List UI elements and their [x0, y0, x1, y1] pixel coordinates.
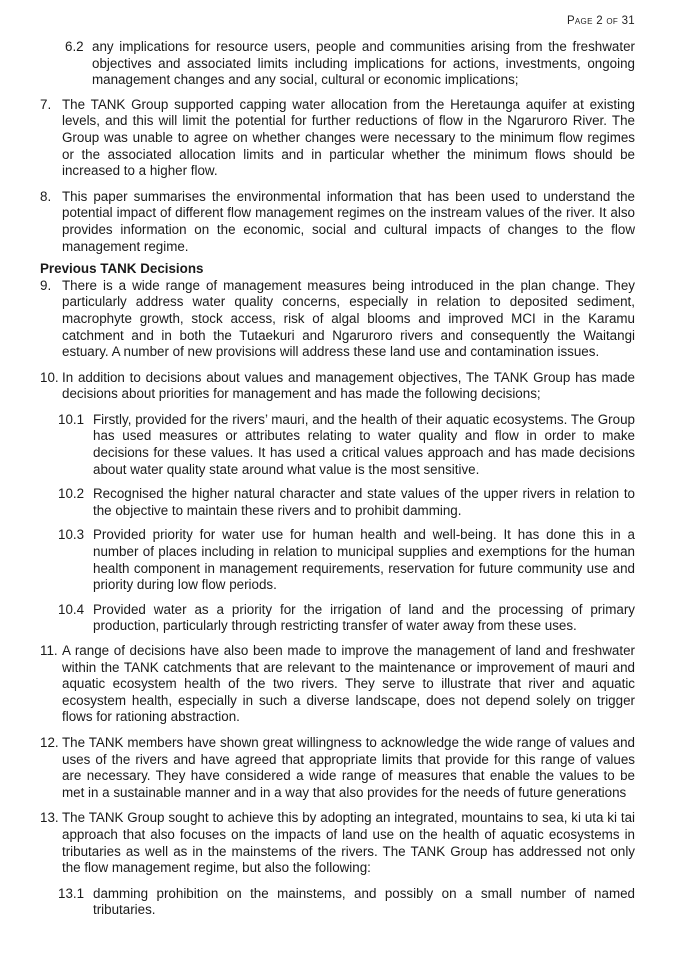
paragraph-text: any implications for resource users, people and communities arising from the freshwater objectives and associated limits including implications for actions, investments, ongoing management changes and any social, cultural or economic implications;: [92, 39, 635, 88]
paragraph-number: 8.: [40, 188, 52, 204]
paragraph-9: [40, 278, 635, 361]
paragraph-13-1: [58, 886, 635, 919]
paragraph-10-4: [58, 602, 635, 635]
paragraph-10-3: [58, 527, 635, 593]
paragraph-12: [40, 735, 635, 801]
paragraph-11: [40, 643, 635, 726]
paragraph-13: [40, 810, 635, 876]
paragraph-number: 10.3: [58, 527, 85, 543]
paragraph-8: [40, 189, 635, 255]
paragraph-number: 13.1: [58, 885, 85, 901]
page-number: Page 2 of 31: [566, 15, 635, 27]
paragraph-number: 12.: [40, 734, 59, 750]
paragraph-text: The TANK Group supported capping water allocation from the Heretaunga aquifer at existing levels, and this will limit the potential for further reductions of flow in the Ngaruroro River. The Group was unable to agree on whether changes were necessary to the minimum flow regimes or the associated allocation limits and in particular whether the minimum flows should be increased to a higher flow.: [62, 96, 635, 179]
paragraph-text: Provided water as a priority for the irrigation of land and the processing of primary production, particularly through restricting transfer of water away from these uses.: [93, 601, 635, 634]
paragraph-number: 6.2: [65, 39, 84, 54]
paragraph-number: 10.1: [58, 411, 85, 427]
paragraph-10-1: [58, 412, 635, 478]
paragraph-10: [40, 370, 635, 403]
paragraph-text: The TANK members have shown great willingness to acknowledge the wide range of values and uses of the rivers and have agreed that appropriate limits that provide for this range of values are necessary. They have considered a wide range of measures that enable the values to be met in a sustainable manner and in a way that also provides for the needs of future generations: [62, 734, 635, 800]
document-body: [40, 39, 635, 927]
paragraph-number: 11.: [40, 643, 58, 658]
paragraph-text: Recognised the higher natural character and state values of the upper rivers in relation to the objective to maintain these rivers and to prohibit damming.: [93, 486, 635, 518]
section-heading: Previous TANK Decisions: [40, 261, 204, 277]
paragraph-text: This paper summarises the environmental information that has been used to understand the potential impact of different flow management regimes on the instream values of the river. It also provides information on the economic, social and cultural impacts of changes to the flow management regime.: [62, 188, 635, 254]
paragraph-7: [40, 97, 635, 180]
paragraph-number: 7.: [40, 96, 52, 112]
paragraph-text: damming prohibition on the mainstems, and possibly on a small number of named tributaries.: [93, 885, 635, 918]
paragraph-number: 10.2: [58, 486, 85, 502]
paragraph-number: 10.4: [58, 601, 85, 617]
paragraph-text: The TANK Group sought to achieve this by adopting an integrated, mountains to sea, ki uta ki tai approach that also focuses on the impacts of land use on the health of aquatic ecosystems in tributaries as well as in the mainstems of the rivers. The TANK Group has addressed not only the flow management regime, but also the following:: [62, 810, 635, 876]
paragraph-text: A range of decisions have also been made to improve the management of land and freshwater within the TANK catchments that are relevant to the maintenance or improvement of mauri and aquatic ecosystem health of the two rivers. They serve to illustrate that river and aquatic ecosystem health, especially in such a diverse landscape, does not depend solely on trigger flows for rationing abstraction.: [62, 643, 635, 725]
paragraph-number: 9.: [40, 277, 52, 293]
paragraph-number: 10.: [40, 369, 59, 385]
paragraph-text: Firstly, provided for the rivers’ mauri, and the health of their aquatic ecosystems. The Group has used measures or attributes relating to water quality and flow in order to make decisions for these values. It has used a critical values approach and has made decisions about water quality state around what value is the most sensitive.: [93, 411, 635, 477]
paragraph-10-2: [58, 486, 635, 519]
paragraph-text: Provided priority for water use for human health and well-being. It has done this in a number of places including in relation to municipal supplies and exemptions for the human health component in management requirements, reservation for future community use and priority during low flow periods.: [93, 527, 635, 593]
paragraph-number: 13.: [40, 810, 59, 826]
paragraph-6-2: [65, 39, 635, 89]
paragraph-text: There is a wide range of management measures being introduced in the plan change. They particularly address water quality concerns, especially in relation to deposited sediment, macrophyte growth, stock access, risk of algal blooms and improved MCI in the Karamu catchment and in both the Tutaekuri and Ngaruroro rivers and consequently the Waitangi estuary. A number of new provisions will address these land use and contamination issues.: [62, 277, 635, 360]
paragraph-text: In addition to decisions about values and management objectives, The TANK Group has made decisions about priorities for management and has made the following decisions;: [62, 369, 635, 402]
